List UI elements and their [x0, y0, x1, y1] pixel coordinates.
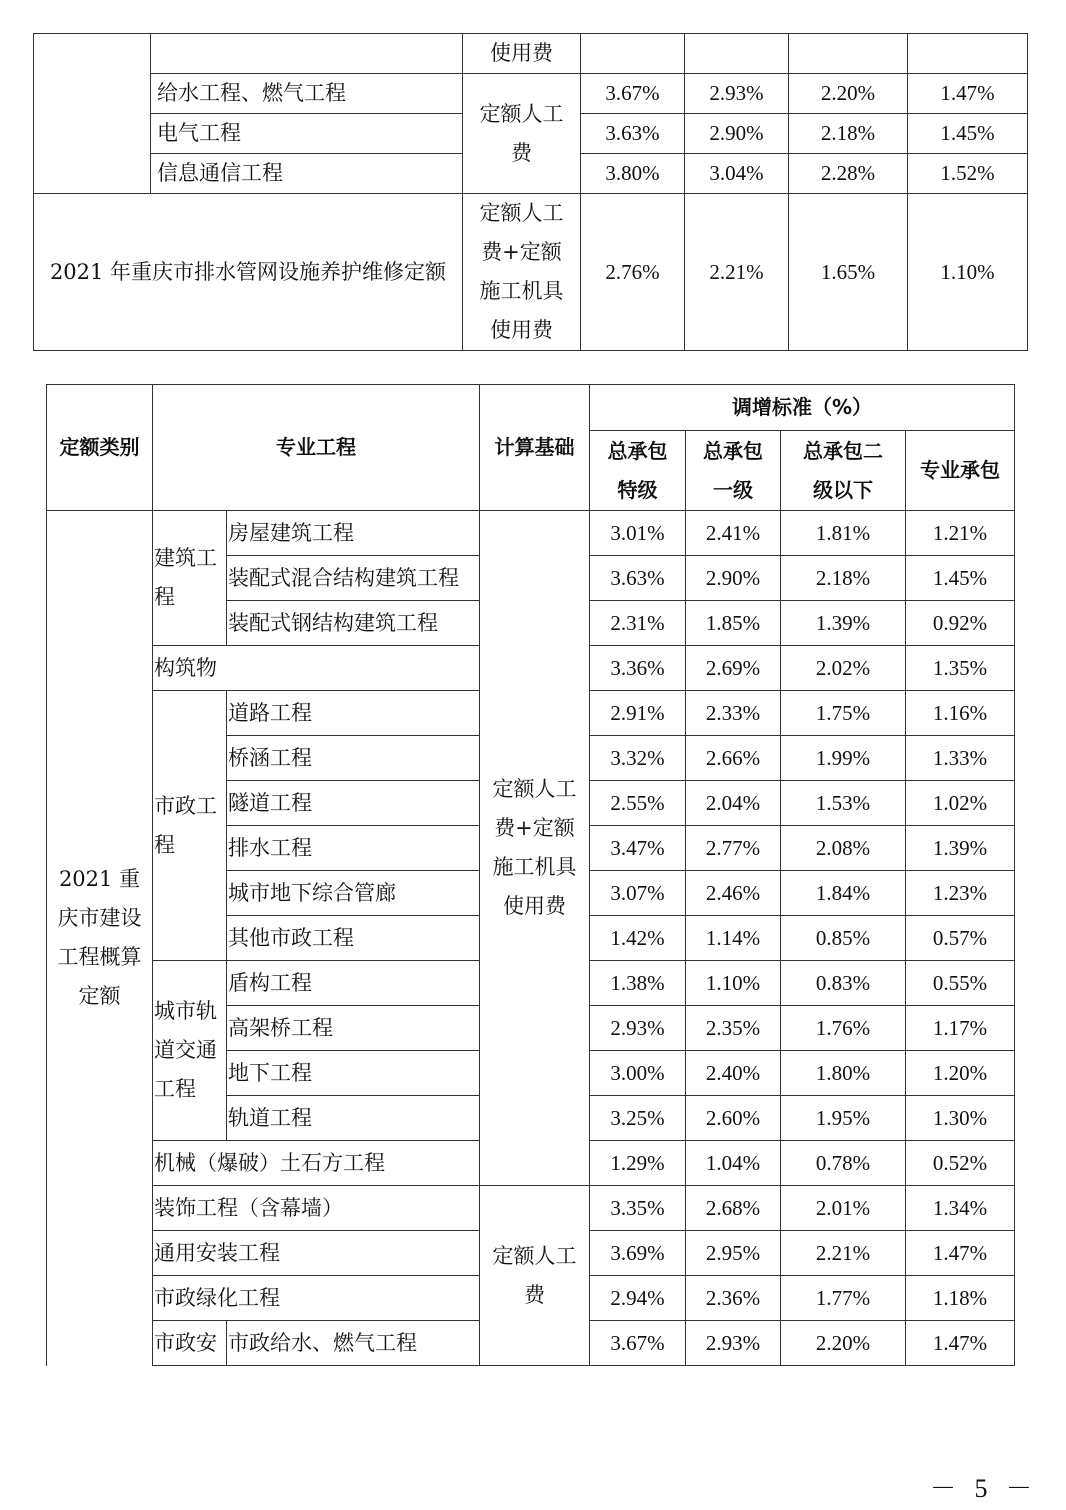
value-cell: 2.28%: [789, 154, 908, 194]
table-row: [34, 34, 1028, 74]
value-cell: 1.47%: [906, 1321, 1015, 1366]
table-row: [47, 1186, 1015, 1231]
value-cell: 2.36%: [686, 1276, 781, 1321]
value-cell: 1.18%: [906, 1276, 1015, 1321]
specialty-cell: 隧道工程: [227, 781, 480, 826]
specialty-cell: 装配式钢结构建筑工程: [227, 601, 480, 646]
value-cell: 2.35%: [686, 1006, 781, 1051]
value-cell: 3.67%: [590, 1321, 686, 1366]
table-row: [34, 74, 1028, 114]
value-cell: 3.25%: [590, 1096, 686, 1141]
value-cell: 2.01%: [781, 1186, 906, 1231]
value-cell: 1.84%: [781, 871, 906, 916]
header-grade-first: 总承包一级: [686, 431, 781, 511]
specialty-cell-empty: [151, 34, 463, 74]
quota-adjustment-table: [46, 384, 1015, 1366]
value-cell: 2.20%: [781, 1321, 906, 1366]
value-cell: 3.01%: [590, 511, 686, 556]
value-cell: 1.33%: [906, 736, 1015, 781]
value-cell: 0.78%: [781, 1141, 906, 1186]
value-cell: 3.07%: [590, 871, 686, 916]
header-grade-special: 总承包特级: [590, 431, 686, 511]
value-cell: 2.66%: [686, 736, 781, 781]
specialty-cell: 桥涵工程: [227, 736, 480, 781]
specialty-cell: 城市地下综合管廊: [227, 871, 480, 916]
category-cell: 2021 重庆市建设工程概算定额: [47, 511, 153, 1366]
value-cell: 1.23%: [906, 871, 1015, 916]
value-cell: 2.95%: [686, 1231, 781, 1276]
value-cell: 2.21%: [685, 194, 789, 351]
header-specialty-contract: 专业承包: [906, 431, 1015, 511]
value-cell: 1.42%: [590, 916, 686, 961]
value-cell: 1.35%: [906, 646, 1015, 691]
value-cell: 0.85%: [781, 916, 906, 961]
basis-cell: 使用费: [463, 34, 581, 74]
specialty-cell: 装配式混合结构建筑工程: [227, 556, 480, 601]
value-cell: 1.80%: [781, 1051, 906, 1096]
value-cell: 2.69%: [686, 646, 781, 691]
specialty-cell: 道路工程: [227, 691, 480, 736]
basis-cell: 定额人工费+定额施工机具使用费: [463, 194, 581, 351]
value-cell: 2.76%: [581, 194, 685, 351]
value-cell: 1.10%: [908, 194, 1028, 351]
value-cell: 1.47%: [906, 1231, 1015, 1276]
value-cell: 2.68%: [686, 1186, 781, 1231]
value-cell: 2.93%: [590, 1006, 686, 1051]
category-cell-empty: [34, 34, 151, 194]
specialty-cell: 电气工程: [151, 114, 463, 154]
header-grade-second: 总承包二级以下: [781, 431, 906, 511]
value-cell: 2.18%: [789, 114, 908, 154]
group-building: 建筑工程: [153, 511, 227, 646]
header-row: [47, 385, 1015, 431]
value-cell: 1.76%: [781, 1006, 906, 1051]
value-cell: 3.35%: [590, 1186, 686, 1231]
specialty-cell: 给水工程、燃气工程: [151, 74, 463, 114]
value-cell: 1.34%: [906, 1186, 1015, 1231]
value-cell: 1.30%: [906, 1096, 1015, 1141]
value-cell: 2.91%: [590, 691, 686, 736]
value-cell: 2.33%: [686, 691, 781, 736]
value-cell: 1.65%: [789, 194, 908, 351]
specialty-cell: 装饰工程（含幕墙）: [153, 1186, 480, 1231]
specialty-cell: 轨道工程: [227, 1096, 480, 1141]
specialty-cell: 市政绿化工程: [153, 1276, 480, 1321]
value-cell: 3.63%: [581, 114, 685, 154]
value-cell: 1.81%: [781, 511, 906, 556]
value-cell: 3.80%: [581, 154, 685, 194]
value-cell: 1.39%: [781, 601, 906, 646]
group-rail-transit: 城市轨道交通工程: [153, 961, 227, 1141]
basis-cell: 定额人工费: [480, 1186, 590, 1366]
specialty-cell: 其他市政工程: [227, 916, 480, 961]
value-cell: 1.02%: [906, 781, 1015, 826]
value-cell: 2.93%: [686, 1321, 781, 1366]
header-basis: 计算基础: [480, 385, 590, 511]
specialty-cell: 机械（爆破）土石方工程: [153, 1141, 480, 1186]
value-cell: 0.52%: [906, 1141, 1015, 1186]
group-municipal-install: 市政安: [153, 1321, 227, 1366]
value-cell: 2.60%: [686, 1096, 781, 1141]
specialty-cell: 信息通信工程: [151, 154, 463, 194]
value-cell: 1.99%: [781, 736, 906, 781]
specialty-cell: 排水工程: [227, 826, 480, 871]
specialty-cell: 房屋建筑工程: [227, 511, 480, 556]
value-cell: 1.20%: [906, 1051, 1015, 1096]
value-cell: 2.40%: [686, 1051, 781, 1096]
value-cell: 0.83%: [781, 961, 906, 1006]
value-cell: 0.55%: [906, 961, 1015, 1006]
specialty-cell: 地下工程: [227, 1051, 480, 1096]
value-cell: 3.63%: [590, 556, 686, 601]
value-cell: 2.31%: [590, 601, 686, 646]
value-cell: 2.20%: [789, 74, 908, 114]
value-cell: 1.95%: [781, 1096, 906, 1141]
value-cell: 1.45%: [906, 556, 1015, 601]
value-cell: 1.38%: [590, 961, 686, 1006]
value-cell: 3.04%: [685, 154, 789, 194]
value-cell: 2.77%: [686, 826, 781, 871]
value-cell: 1.16%: [906, 691, 1015, 736]
value-cell: 0.92%: [906, 601, 1015, 646]
value-cell: 3.69%: [590, 1231, 686, 1276]
table-row: [34, 194, 1028, 351]
drainage-quota-name: 2021 年重庆市排水管网设施养护维修定额: [34, 194, 463, 351]
value-cell: 2.90%: [686, 556, 781, 601]
value-cell: 2.94%: [590, 1276, 686, 1321]
value-cell: 1.77%: [781, 1276, 906, 1321]
value-cell: 2.90%: [685, 114, 789, 154]
value-cell: 3.47%: [590, 826, 686, 871]
specialty-cell: 通用安装工程: [153, 1231, 480, 1276]
group-municipal: 市政工程: [153, 691, 227, 961]
specialty-cell: 市政给水、燃气工程: [227, 1321, 480, 1366]
value-cell: 3.00%: [590, 1051, 686, 1096]
header-standard: 调增标准（%）: [590, 385, 1015, 431]
value-cell: 2.04%: [686, 781, 781, 826]
header-specialty: 专业工程: [153, 385, 480, 511]
value-cell: 1.14%: [686, 916, 781, 961]
value-cell: 1.85%: [686, 601, 781, 646]
basis-cell: 定额人工费+定额施工机具使用费: [480, 511, 590, 1186]
specialty-cell: 高架桥工程: [227, 1006, 480, 1051]
value-cell: 3.32%: [590, 736, 686, 781]
value-cell: 1.21%: [906, 511, 1015, 556]
basis-cell: 定额人工费: [463, 74, 581, 194]
value-cell: 3.67%: [581, 74, 685, 114]
value-cell: 0.57%: [906, 916, 1015, 961]
value-cell: 2.93%: [685, 74, 789, 114]
value-cell: 2.55%: [590, 781, 686, 826]
value-cell: 1.53%: [781, 781, 906, 826]
value-cell: 2.41%: [686, 511, 781, 556]
value-cell: 2.46%: [686, 871, 781, 916]
value-cell: 2.18%: [781, 556, 906, 601]
value-cell: 1.29%: [590, 1141, 686, 1186]
header-category: 定额类别: [47, 385, 153, 511]
page-number: － 5 －: [930, 1474, 1039, 1503]
specialty-cell: 构筑物: [153, 646, 480, 691]
specialty-cell: 盾构工程: [227, 961, 480, 1006]
value-cell: 2.02%: [781, 646, 906, 691]
value-cell: 1.17%: [906, 1006, 1015, 1051]
value-cell: 1.04%: [686, 1141, 781, 1186]
value-cell: 1.45%: [908, 114, 1028, 154]
value-cell: 1.10%: [686, 961, 781, 1006]
value-cell: 1.47%: [908, 74, 1028, 114]
value-cell: 1.75%: [781, 691, 906, 736]
table-row: [47, 511, 1015, 556]
value-cell: 2.08%: [781, 826, 906, 871]
value-cell: 1.39%: [906, 826, 1015, 871]
table-continued: [33, 33, 1028, 351]
value-cell: 2.21%: [781, 1231, 906, 1276]
value-cell: 3.36%: [590, 646, 686, 691]
value-cell: 1.52%: [908, 154, 1028, 194]
